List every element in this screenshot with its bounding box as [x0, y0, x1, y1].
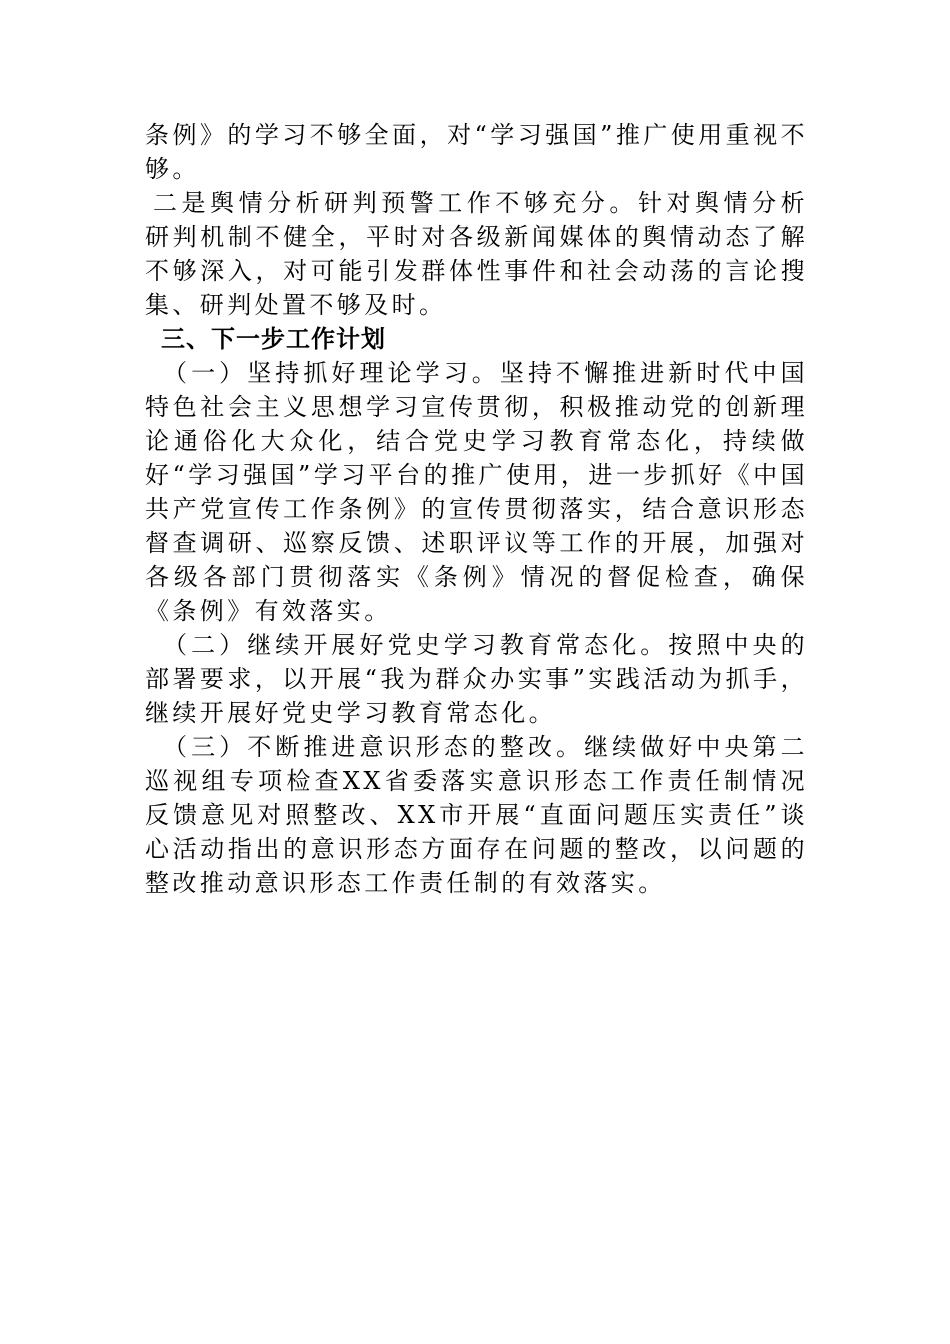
document-body	[145, 118, 808, 900]
section-heading-next-steps: 三、下一步工作计划	[161, 325, 386, 353]
paragraph-plan-3: （三）不断推进意识形态的整改。继续做好中央第二巡视组专项检查XX省委落实意识形态工作责任制情况反馈意见对照整改、XX市开展“直面问题压实责任”谈心活动指出的意识形态方面存在问题的整改，以问题的整改推动意识形态工作责任制的有效落实。	[145, 733, 808, 897]
paragraph-plan-2: （二）继续开展好党史学习教育常态化。按照中央的部署要求，以开展“我为群众办实事”实践活动为抓手，继续开展好党史学习教育常态化。	[145, 631, 808, 727]
paragraph-plan-1: （一）坚持抓好理论学习。坚持不懈推进新时代中国特色社会主义思想学习宣传贯彻，积极推动党的创新理论通俗化大众化，结合党史学习教育常态化，持续做好“学习强国”学习平台的推广使用，进一步抓好《中国共产党宣传工作条例》的宣传贯彻落实，结合意识形态督查调研、巡察反馈、述职评议等工作的开展，加强对各级各部门贯彻落实《条例》情况的督促检查，确保《条例》有效落实。	[145, 359, 808, 625]
paragraph-continued: 条例》的学习不够全面，对“学习强国”推广使用重视不够。	[145, 121, 808, 183]
paragraph-public-opinion: 二是舆情分析研判预警工作不够充分。针对舆情分析研判机制不健全，平时对各级新闻媒体的舆情动态了解不够深入，对可能引发群体性事件和社会动荡的言论搜集、研判处置不够及时。	[145, 189, 808, 319]
